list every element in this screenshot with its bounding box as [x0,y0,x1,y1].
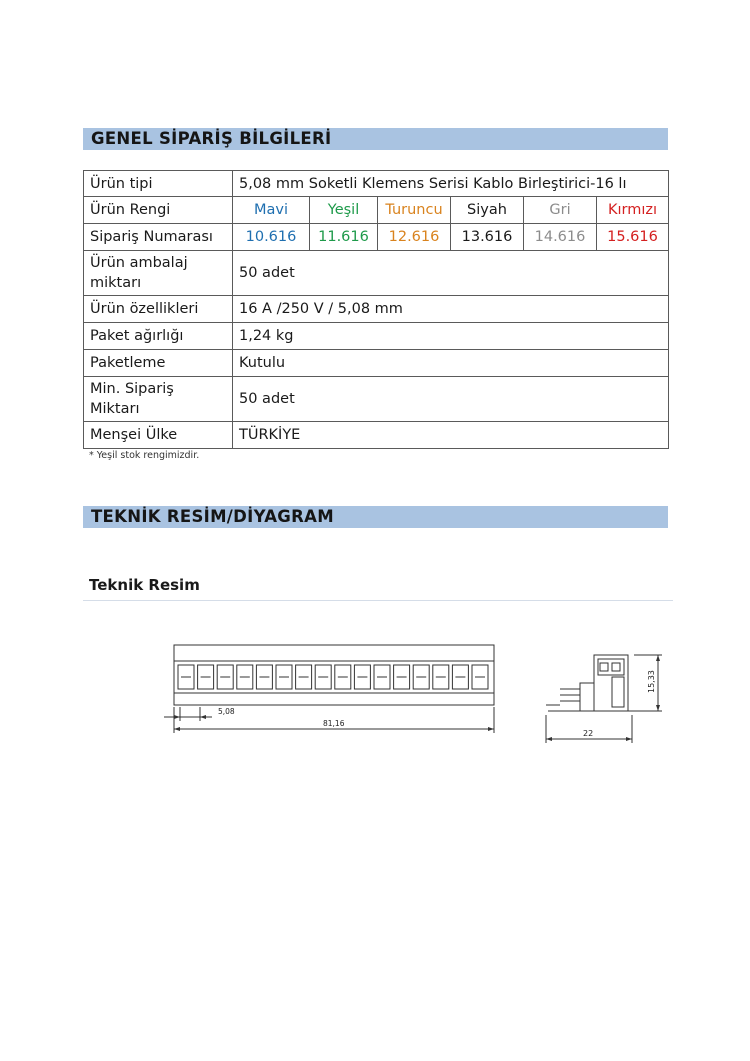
pitch-dimension-label: 5,08 [218,707,235,716]
color-blue: Mavi [233,197,310,224]
stock-color-note: * Yeşil stok rengimizdir. [89,450,200,461]
order-info-table [83,170,669,449]
table-row [84,171,669,197]
order-no-blue: 10.616 [233,224,310,251]
table-row [84,197,669,224]
product-type-value: 5,08 mm Soketli Klemens Serisi Kablo Birleştirici-16 lı [233,171,669,197]
color-black: Siyah [451,197,524,224]
packaging-qty-value: 50 adet [233,251,669,296]
origin-value: TÜRKİYE [233,422,669,449]
height-dimension-label: 15,33 [647,670,656,693]
table-row [84,296,669,323]
table-row [84,422,669,449]
color-orange: Turuncu [378,197,451,224]
table-row [84,251,669,296]
color-label: Ürün Rengi [84,197,233,224]
order-no-red: 15.616 [597,224,669,251]
subtitle-divider [83,600,673,601]
terminal-slots [178,665,488,689]
packaging-qty-label: Ürün ambalaj miktarı [84,251,233,296]
min-order-label: Min. Sipariş Miktarı [84,377,233,422]
color-green: Yeşil [310,197,378,224]
table-row [84,224,669,251]
weight-label: Paket ağırlığı [84,323,233,350]
length-dimension-label: 81,16 [323,719,345,728]
table-row [84,323,669,350]
connector-side-view [546,655,634,711]
features-label: Ürün özellikleri [84,296,233,323]
color-red: Kırmızı [597,197,669,224]
order-no-green: 11.616 [310,224,378,251]
order-no-gray: 14.616 [524,224,597,251]
order-no-orange: 12.616 [378,224,451,251]
depth-dimension-label: 22 [583,729,594,738]
weight-value: 1,24 kg [233,323,669,350]
technical-drawing [160,635,670,750]
min-order-value: 50 adet [233,377,669,422]
table-row [84,377,669,422]
origin-label: Menşei Ülke [84,422,233,449]
drawing-subtitle: Teknik Resim [89,576,200,594]
table-row [84,350,669,377]
connector-front-body [174,645,494,705]
features-value: 16 A /250 V / 5,08 mm [233,296,669,323]
color-gray: Gri [524,197,597,224]
order-no-label: Sipariş Numarası [84,224,233,251]
packing-label: Paketleme [84,350,233,377]
technical-drawing-heading: TEKNİK RESİM/DİYAGRAM [83,506,668,528]
product-type-label: Ürün tipi [84,171,233,197]
packing-value: Kutulu [233,350,669,377]
order-no-black: 13.616 [451,224,524,251]
general-info-heading: GENEL SİPARİŞ BİLGİLERİ [83,128,668,150]
